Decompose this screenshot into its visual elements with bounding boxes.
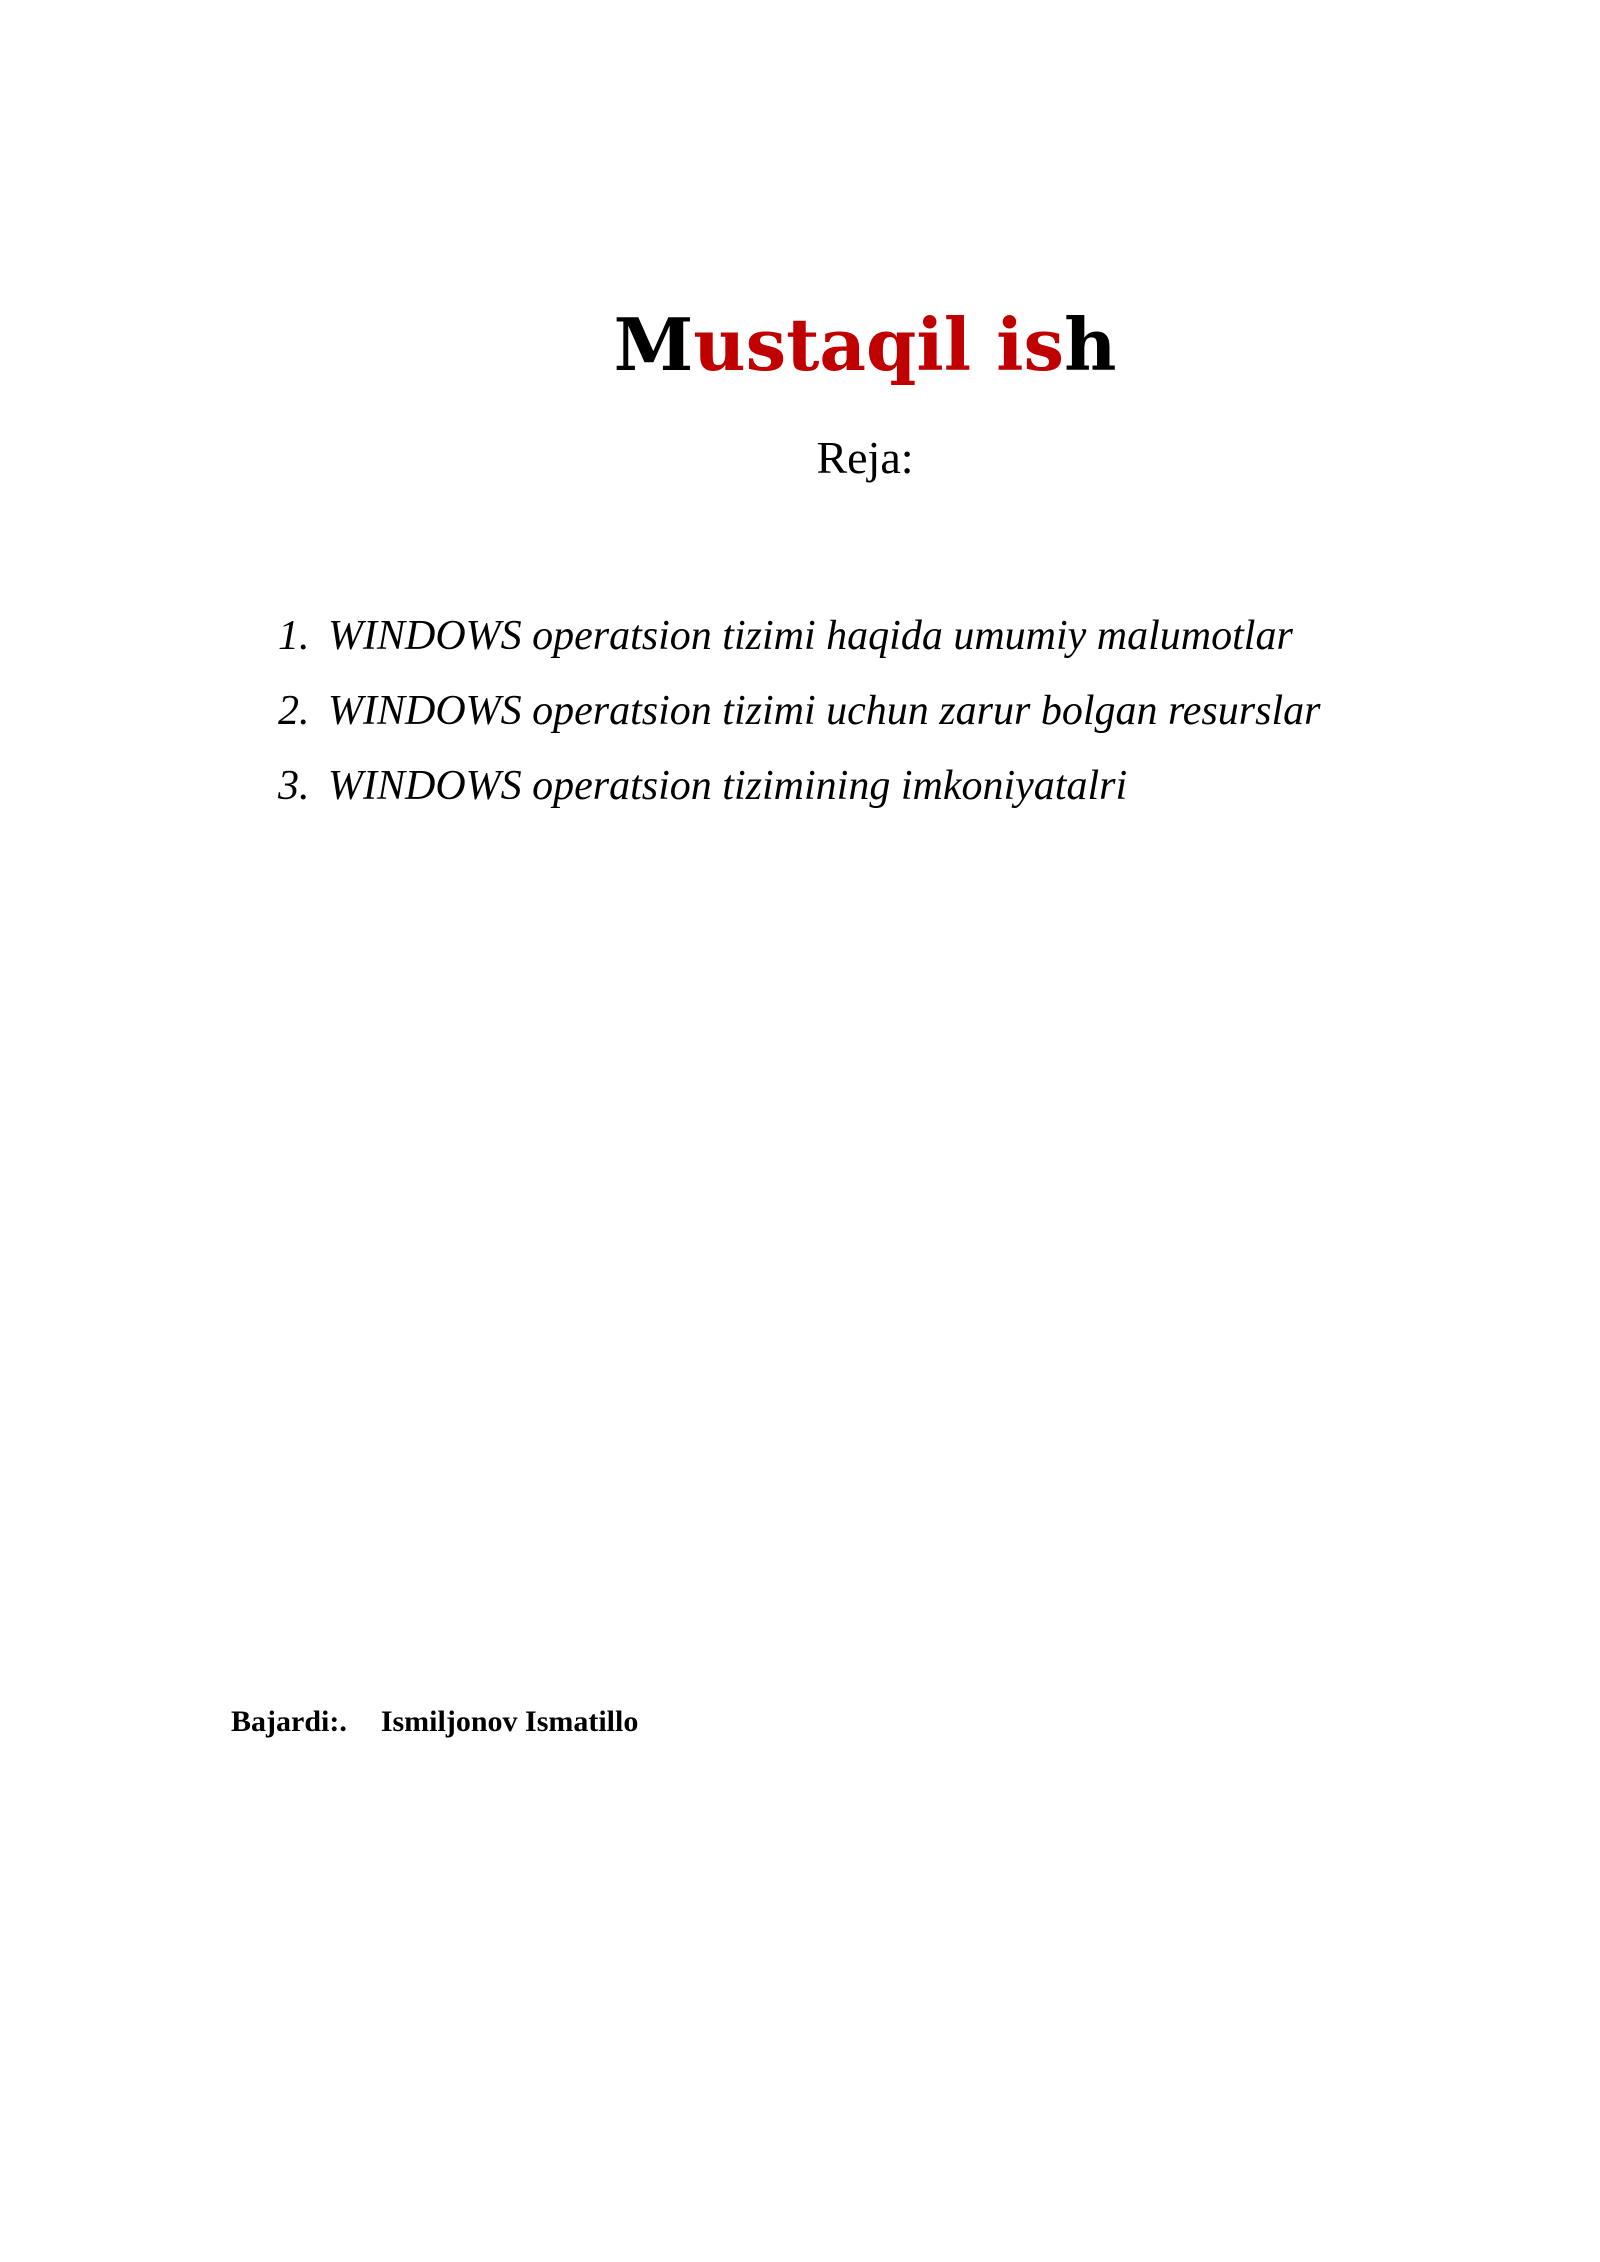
author-name: Ismiljonov Ismatillo	[380, 1705, 639, 1738]
author-line	[231, 1702, 638, 1742]
plan-item-3	[278, 758, 1320, 833]
plan-list	[278, 608, 1320, 833]
plan-item-2	[278, 683, 1320, 758]
plan-item-text: WINDOWS operatsion tizimi haqida umumiy malumotlar	[328, 613, 1293, 659]
plan-item-text: WINDOWS operatsion tizimi uchun zarur bolgan resurslar	[328, 688, 1321, 734]
title-segment-black-start: M	[613, 302, 694, 387]
author-label: Bajardi:.	[231, 1705, 347, 1738]
page-title	[0, 300, 1600, 390]
title-segment-red: ustaqil is	[693, 302, 1065, 387]
plan-item-number: 1.	[278, 613, 310, 659]
plan-item-text: WINDOWS operatsion tizimining imkoniyatalri	[328, 763, 1128, 809]
plan-item-number: 2.	[278, 688, 310, 734]
plan-item-number: 3.	[278, 763, 310, 809]
plan-item-1	[278, 608, 1320, 683]
title-segment-black-end: h	[1064, 302, 1117, 387]
plan-heading: Reja:	[816, 432, 914, 483]
